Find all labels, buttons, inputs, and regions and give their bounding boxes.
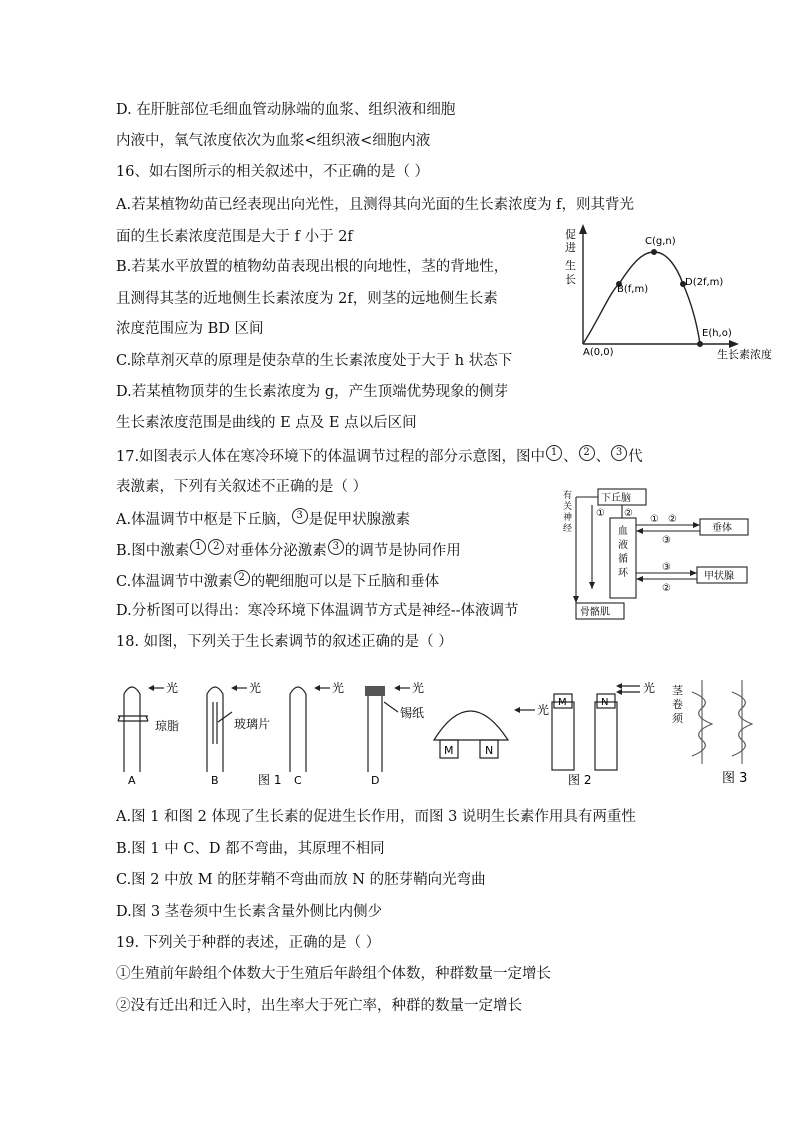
text-run: C.体温调节中激素	[116, 573, 233, 590]
text-line	[116, 964, 551, 984]
svg-text:A: A	[128, 774, 136, 787]
text-line	[116, 601, 519, 621]
text-line	[116, 162, 429, 182]
thermoregulation-diagram	[560, 484, 788, 624]
svg-text:①: ①	[596, 508, 605, 519]
circled-number: 2	[234, 570, 250, 586]
label-a: A(0,0)	[583, 347, 614, 358]
text-run: D.若某植物顶芽的生长素浓度为 g，产生顶端优势现象的侧芽	[116, 384, 509, 400]
text-run: B.若某水平放置的植物幼苗表现出根的向地性，茎的背地性，	[116, 259, 509, 275]
label-e: E(h,o)	[702, 328, 732, 339]
svg-text:经: 经	[563, 524, 573, 534]
text-run: C.除草剂灭草的原理是使杂草的生长素浓度处于大于 h 状态下	[116, 353, 513, 369]
y-label-2: 进	[565, 241, 576, 254]
text-run: 18. 如图，下列关于生长素调节的叙述正确的是（ ）	[116, 634, 453, 650]
text-run: ①生殖前年龄组个体数大于生殖后年龄组个体数，种群数量一定增长	[116, 966, 551, 982]
text-line	[116, 539, 461, 561]
circled-number: 3	[292, 508, 308, 524]
svg-text:光: 光	[643, 681, 656, 695]
text-run: 19. 下列关于种群的表述，正确的是（ ）	[116, 935, 381, 951]
text-line	[116, 227, 353, 247]
text-line	[116, 996, 522, 1016]
text-line	[116, 100, 455, 120]
svg-text:光: 光	[412, 681, 425, 695]
agar-label: 琼脂	[155, 719, 180, 733]
text-line	[116, 477, 367, 497]
text-line	[116, 870, 486, 890]
fig2-label: 图 2	[568, 773, 592, 787]
text-line	[116, 413, 417, 433]
svg-text:循: 循	[618, 554, 628, 565]
svg-text:②: ②	[668, 514, 677, 525]
text-run: 对垂体分泌激素	[225, 542, 327, 559]
text-line	[116, 257, 508, 277]
x-label: 生长素浓度	[717, 348, 772, 361]
svg-text:光: 光	[249, 681, 262, 695]
text-run: A.体温调节中枢是下丘脑，	[116, 511, 291, 528]
text-run: B.图 1 中 C、D 都不弯曲，其原理不相同	[116, 841, 385, 857]
circled-number: 1	[190, 539, 206, 555]
y-label-3: 生	[565, 259, 576, 272]
text-line	[116, 807, 636, 827]
fig3-label: 图 3	[722, 771, 748, 786]
svg-text:B: B	[211, 774, 219, 787]
label-b: B(f,m)	[617, 284, 649, 295]
text-run: 是促甲状腺激素	[308, 511, 411, 528]
text-run: 、	[563, 448, 578, 465]
fig1-label: 图 1	[258, 773, 282, 787]
svg-text:C: C	[294, 774, 302, 787]
text-run: 生长素浓度范围是曲线的 E 点及 E 点以后区间	[116, 415, 417, 431]
text-run: 面的生长素浓度范围是大于 f 小于 2f	[116, 229, 353, 245]
circled-number: 2	[208, 539, 224, 555]
text-line	[116, 131, 430, 151]
svg-text:光: 光	[166, 681, 179, 695]
point-c	[651, 249, 657, 255]
svg-text:茎: 茎	[672, 684, 683, 697]
svg-text:血: 血	[618, 526, 628, 537]
text-run: 代	[628, 448, 643, 465]
text-run: A.图 1 和图 2 体现了生长素的促进生长作用，而图 3 说明生长素作用具有两重性	[116, 809, 636, 825]
text-line	[116, 351, 512, 371]
glass-label: 玻璃片	[234, 717, 271, 731]
text-run: 16、如右图所示的相关叙述中，不正确的是（ ）	[116, 164, 430, 180]
point-e	[697, 341, 703, 347]
text-line	[116, 632, 453, 652]
text-run: ②没有迁出和迁入时，出生率大于死亡率，种群的数量一定增长	[116, 998, 522, 1014]
text-run: B.图中激素	[116, 542, 190, 559]
text-run: 的调节是协同作用	[344, 542, 461, 559]
text-run: C.图 2 中放 M 的胚芽鞘不弯曲而放 N 的胚芽鞘向光弯曲	[116, 872, 486, 888]
text-run: A.若某植物幼苗已经表现出向光性，且测得其向光面的生长素浓度为 f，则其背光	[116, 197, 635, 213]
y-label-1: 促	[565, 228, 576, 241]
text-run: 且测得其茎的近地侧生长素浓度为 2f，则茎的远地侧生长素	[116, 291, 498, 307]
svg-text:M: M	[444, 744, 454, 757]
svg-text:须: 须	[672, 712, 683, 725]
text-run: D.分析图可以得出：寒冷环境下体温调节方式是神经--体液调节	[116, 603, 519, 619]
text-run: 的靶细胞可以是下丘脑和垂体	[250, 573, 440, 590]
growth-curve-graph	[555, 222, 787, 367]
text-line	[116, 382, 508, 402]
text-run: D.图 3 茎卷须中生长素含量外侧比内侧少	[116, 904, 383, 920]
circled-number: 3	[611, 445, 627, 461]
svg-text:环: 环	[618, 568, 628, 579]
text-line	[116, 195, 634, 215]
text-line	[116, 570, 439, 592]
text-run: 表激素，下列有关叙述不正确的是（ ）	[116, 479, 368, 495]
text-line	[116, 508, 410, 530]
foil-label: 锡纸	[400, 706, 425, 720]
text-run: D. 在肝脏部位毛细血管动脉端的血浆、组织液和细胞	[116, 102, 456, 118]
svg-text:M: M	[558, 697, 567, 708]
svg-text:光: 光	[332, 681, 345, 695]
text-line	[116, 445, 643, 467]
svg-text:②: ②	[624, 508, 633, 519]
svg-text:D: D	[371, 774, 380, 787]
svg-text:③: ③	[662, 562, 671, 573]
y-label-4: 长	[565, 273, 576, 286]
text-line	[116, 933, 380, 953]
svg-text:液: 液	[618, 540, 628, 551]
text-run: 、	[595, 448, 611, 465]
thyroid-label: 甲状腺	[704, 571, 734, 582]
circled-number: 3	[328, 539, 344, 555]
svg-text:③: ③	[662, 535, 671, 546]
text-run: 17.如图表示人体在寒冷环境下的体温调节过程的部分示意图，图中	[116, 448, 546, 465]
svg-text:有: 有	[563, 491, 573, 501]
text-line	[116, 902, 382, 922]
label-c: C(g,n)	[645, 236, 676, 247]
pituitary-label: 垂体	[712, 523, 732, 534]
text-line	[116, 839, 385, 859]
svg-text:神: 神	[563, 513, 573, 523]
hypothalamus-label: 下丘脑	[601, 493, 631, 504]
svg-text:②: ②	[662, 583, 671, 594]
muscle-label: 骨骼肌	[580, 607, 610, 618]
text-line	[116, 319, 264, 339]
svg-text:N: N	[601, 697, 609, 708]
growth-curve	[583, 252, 700, 344]
svg-text:关: 关	[563, 502, 573, 512]
svg-text:光: 光	[537, 703, 550, 717]
text-line	[116, 289, 498, 309]
circled-number: 2	[579, 445, 595, 461]
figure-18	[110, 672, 770, 792]
label-d: D(2f,m)	[685, 277, 724, 288]
text-run: 浓度范围应为 BD 区间	[116, 321, 264, 337]
svg-text:N: N	[485, 744, 494, 757]
svg-text:卷: 卷	[672, 698, 683, 711]
circled-number: 1	[546, 445, 562, 461]
text-run: 内液中，氧气浓度依次为血浆<组织液<细胞内液	[116, 133, 431, 149]
svg-text:①: ①	[650, 514, 659, 525]
